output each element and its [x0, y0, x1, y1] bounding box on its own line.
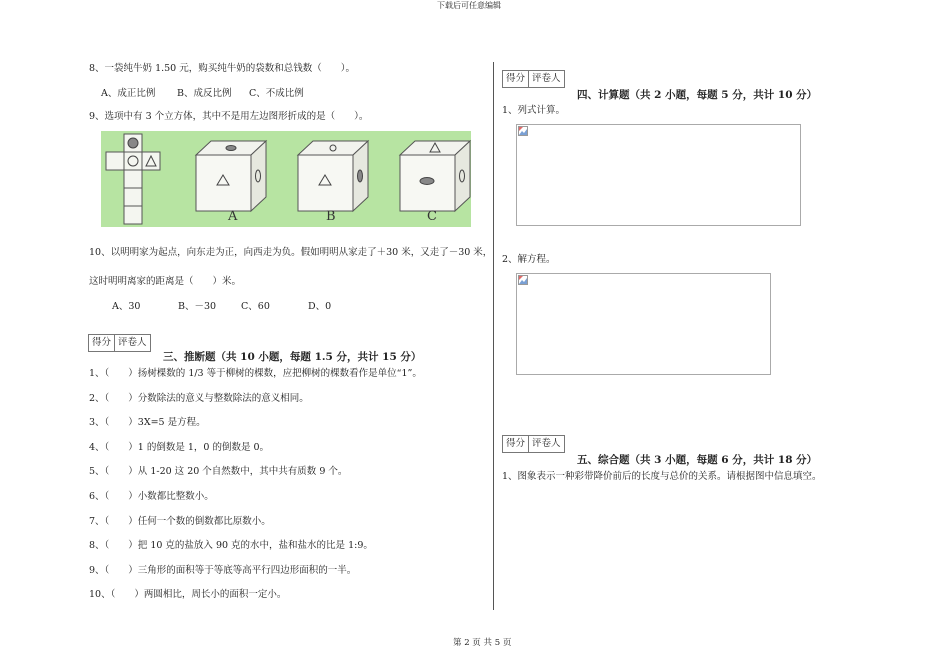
- judgement-question-9: 9、（ ）三角形的面积等于等底等高平行四边形面积的一半。: [89, 564, 357, 576]
- calc-answer-area-1: [516, 124, 801, 226]
- broken-image-icon: [518, 275, 528, 285]
- judgement-question-6: 6、（ ）小数都比整数小。: [89, 491, 214, 502]
- calc-question-1: 1、列式计算。: [502, 105, 566, 116]
- judgement-question-4: 4、（ ）1 的倒数是 1，0 的倒数是 0。: [89, 441, 270, 453]
- question-8-option-c: C、不成比例: [249, 88, 304, 99]
- judgement-question-8: 8、（ ）把 10 克的盐放入 90 克的水中，盐和盐水的比是 1:9。: [89, 540, 373, 552]
- judgement-question-3: 3、（ ）3X=5 是方程。: [89, 417, 206, 429]
- cube-label-c: C: [427, 209, 437, 224]
- cube-figure-drawing: [101, 131, 471, 227]
- score-label: 得分: [506, 73, 526, 84]
- cube-label-a: A: [228, 209, 238, 224]
- question-10-line2: 这时明明离家的距离是（ ）米。: [89, 276, 242, 287]
- question-8-option-a: A、成正比例: [101, 88, 156, 99]
- section-3-score-box: [88, 334, 151, 352]
- column-divider: [493, 62, 494, 610]
- question-10-line1: 10、以明明家为起点，向东走为正，向西走为负。假如明明从家走了＋30 米，又走了－30 米，: [89, 247, 493, 258]
- grader-label: 评卷人: [114, 335, 150, 351]
- judgement-question-10: 10、（ ）两圆相比，周长小的面积一定小。: [89, 589, 287, 601]
- question-10-option-b: B、－30: [178, 301, 217, 312]
- score-label: 得分: [92, 337, 112, 348]
- grader-label: 评卷人: [528, 71, 564, 87]
- question-10-option-a: A、30: [112, 301, 141, 312]
- section-5-score-box: [502, 435, 565, 453]
- section-5-title: 五、综合题（共 3 小题，每题 6 分，共计 18 分）: [577, 454, 818, 466]
- question-9-stem: 9、选项中有 3 个立方体，其中不是用左边图形折成的是（ ）。: [89, 111, 369, 122]
- section-4-title: 四、计算题（共 2 小题，每题 5 分，共计 10 分）: [577, 89, 818, 101]
- question-8-stem: 8、一袋纯牛奶 1.50 元，购买纯牛奶的袋数和总钱数（ ）。: [89, 63, 355, 74]
- judgement-question-2: 2、（ ）分数除法的意义与整数除法的意义相同。: [89, 392, 309, 404]
- cube-label-b: B: [326, 209, 336, 224]
- section-4-score-box: [502, 70, 565, 88]
- header-note: 下载后可任意编辑: [437, 1, 501, 10]
- page-number: 第 2 页 共 5 页: [453, 638, 512, 648]
- judgement-question-7: 7、（ ）任何一个数的倒数都比原数小。: [89, 515, 271, 527]
- question-8-option-b: B、成反比例: [177, 88, 232, 99]
- judgement-question-5: 5、（ ）从 1-20 这 20 个自然数中，其中共有质数 9 个。: [89, 466, 348, 478]
- question-10-option-d: D、0: [308, 301, 332, 312]
- score-label: 得分: [506, 438, 526, 449]
- question-10-option-c: C、60: [241, 301, 270, 312]
- grader-label: 评卷人: [528, 436, 564, 452]
- cube-net-figure: [101, 131, 471, 227]
- comprehensive-question-1: 1、图象表示一种彩带降价前后的长度与总价的关系。请根据图中信息填空。: [502, 471, 822, 482]
- calc-answer-area-2: [516, 273, 771, 375]
- section-3-title: 三、推断题（共 10 小题，每题 1.5 分，共计 15 分）: [163, 351, 422, 363]
- broken-image-icon: [518, 126, 528, 136]
- calc-question-2: 2、解方程。: [502, 254, 556, 265]
- judgement-question-1: 1、（ ）扬树棵数的 1/3 等于柳树的棵数，应把柳树的棵数看作是单位“1”。: [89, 368, 422, 379]
